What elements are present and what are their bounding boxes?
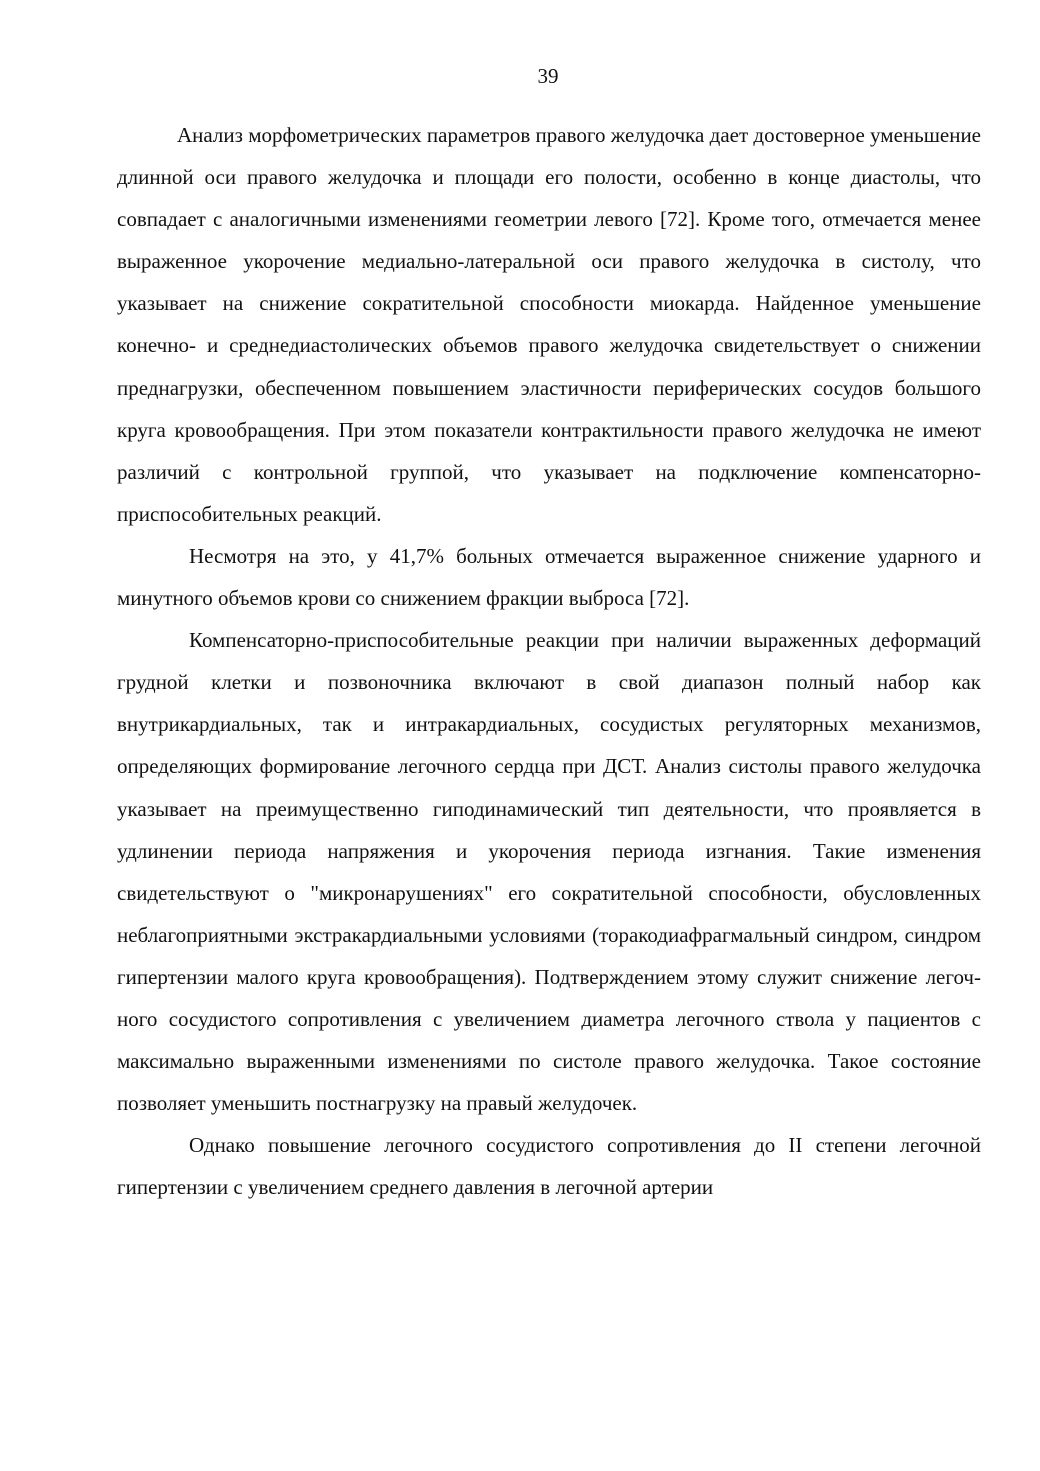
paragraph-2: Несмотря на это, у 41,7% больных отмечается выраженное снижение ударного и минутного объемов крови со снижением фракции выброса [72]. bbox=[117, 543, 981, 611]
page-number: 39 bbox=[537, 64, 559, 88]
text-body bbox=[117, 114, 981, 1208]
paragraph-4: Однако повышение легочного сосудистого сопротивления до II степени легочной гипертензии с увеличением среднего давления в легочной артерии bbox=[117, 1133, 981, 1200]
paragraph-1: Анализ морфометрических параметров правого желудочка дает достоверное уменьшение длинной оси правого желудочка и площади его полости, особенно в конце диастолы, что совпадает с аналогичными изменениями геометрии левого [72]. Кроме того, отмечается менее выраженное укорочение медиально-латеральной оси правого желудочка в систолу, что указывает на снижение сократительной способности миокарда. Найденное уменьшение конечно- и среднедиастолических объемов правого желудочка свидетельствует о снижении преднагрузки, обеспеченном повышением эластичности периферических сосудов большого круга кровообращения. При этом показатели контрактильности правого желудочка не имеют различий с контрольной группой, что указывает на подключение компенсаторно-приспособительных реакций. bbox=[117, 123, 981, 526]
paragraph-3: Компенсаторно-приспособительные реакции при наличии выраженных деформаций грудной клетки и позвоночника включают в свой диапазон полный набор как внутрикардиальных, так и интракардиальных, сосудистых регуляторных механизмов, определяющих формирование легочного сердца при ДСТ. Анализ систолы правого желудочка указывает на преимущественно гиподинамический тип деятельности, что проявляется в удлинении периода напряжения и укорочения периода изгнания. Такие изменения свидетельствуют о "микронарушениях" его сократительной способности, обусловленных неблагоприятными экстракардиальными условиями (торакодиафрагмальный синдром, синдром гипертензии малого круга кровообращения). Подтверждением этому служит снижение легочного сосудистого сопротивления с увеличением диаметра легочного ствола у пациентов с максимально выраженными изменениями по систоле правого желудочка. Такое состояние позволяет уменьшить постнагрузку на правый желудочек. bbox=[117, 628, 981, 1116]
